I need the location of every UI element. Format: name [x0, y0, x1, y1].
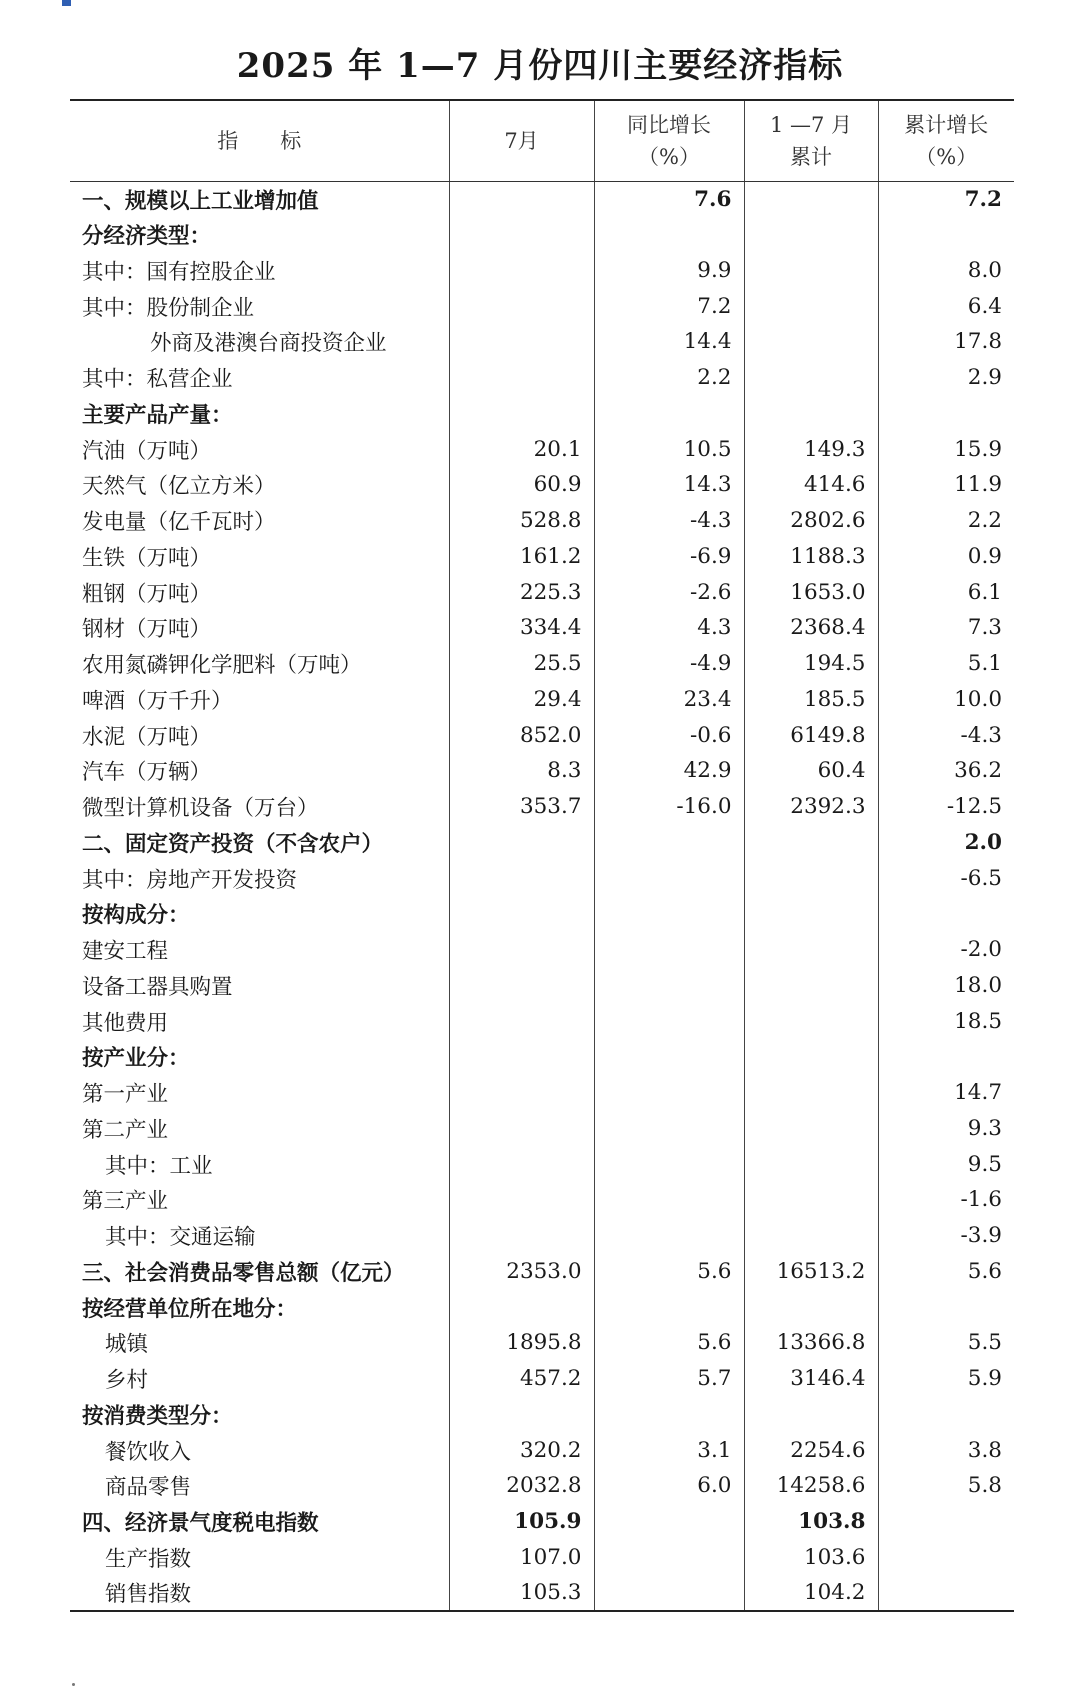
cell-yoy — [594, 1146, 744, 1182]
cell-cum: 3146.4 — [744, 1361, 878, 1397]
table-row — [70, 753, 1014, 789]
cell-cumgrowth: 10.0 — [878, 682, 1014, 718]
table-row — [70, 1504, 1014, 1540]
cell-yoy: 7.6 — [594, 181, 744, 217]
cell-month: 225.3 — [449, 574, 594, 610]
table-row — [70, 324, 1014, 360]
cell-yoy — [594, 1075, 744, 1111]
table-row — [70, 1289, 1014, 1325]
cell-cumgrowth: 18.5 — [878, 1003, 1014, 1039]
row-label: 外商及港澳台商投资企业 — [150, 331, 387, 357]
row-label: 二、固定资产投资（不含农户） — [82, 831, 384, 857]
table-row — [70, 396, 1014, 432]
cell-cum — [744, 1218, 878, 1254]
cell-cumgrowth: 7.3 — [878, 610, 1014, 646]
row-label: 三、社会消费品零售总额（亿元） — [82, 1260, 405, 1286]
corner-accent-mark — [62, 0, 71, 6]
cell-cum: 104.2 — [744, 1575, 878, 1611]
cell-yoy: 7.2 — [594, 288, 744, 324]
row-label: 粗钢（万吨） — [82, 581, 212, 607]
row-label: 一、规模以上工业增加值 — [82, 188, 319, 214]
cell-yoy: -0.6 — [594, 717, 744, 753]
row-label: 设备工器具购置 — [82, 974, 233, 1000]
row-label: 按构成分： — [82, 903, 190, 929]
row-label: 汽车（万辆） — [82, 760, 212, 786]
cell-month: 320.2 — [449, 1432, 594, 1468]
table-row — [70, 860, 1014, 896]
table-row — [70, 360, 1014, 396]
cell-cum — [744, 1075, 878, 1111]
header-cumulative-growth: 累计增长 （%） — [878, 100, 1014, 181]
cell-month: 161.2 — [449, 539, 594, 575]
row-label: 按消费类型分： — [82, 1403, 233, 1429]
cell-month — [449, 396, 594, 432]
row-label: 生产指数 — [105, 1546, 192, 1572]
cell-cum: 2802.6 — [744, 503, 878, 539]
row-label: 餐饮收入 — [105, 1439, 192, 1465]
cell-cumgrowth: -6.5 — [878, 860, 1014, 896]
cell-yoy: 4.3 — [594, 610, 744, 646]
cell-cum — [744, 217, 878, 253]
cell-cumgrowth: -12.5 — [878, 789, 1014, 825]
table-row — [70, 288, 1014, 324]
table-row — [70, 789, 1014, 825]
cell-cumgrowth: 5.1 — [878, 646, 1014, 682]
cell-cum — [744, 860, 878, 896]
header-yoy-growth: 同比增长 （%） — [594, 100, 744, 181]
row-label: 其中：交通运输 — [105, 1225, 256, 1251]
cell-month — [449, 1146, 594, 1182]
table-row — [70, 1397, 1014, 1433]
cell-month — [449, 217, 594, 253]
table-row — [70, 896, 1014, 932]
row-label: 钢材（万吨） — [82, 617, 212, 643]
cell-cumgrowth: -3.9 — [878, 1218, 1014, 1254]
row-label: 分经济类型： — [82, 224, 212, 250]
cell-yoy — [594, 1111, 744, 1147]
cell-yoy — [594, 1504, 744, 1540]
row-label: 水泥（万吨） — [82, 724, 212, 750]
cell-cumgrowth: 2.2 — [878, 503, 1014, 539]
cell-yoy: 5.7 — [594, 1361, 744, 1397]
cell-month: 29.4 — [449, 682, 594, 718]
cell-cum: 6149.8 — [744, 717, 878, 753]
cell-cum: 194.5 — [744, 646, 878, 682]
cell-month: 353.7 — [449, 789, 594, 825]
row-label: 第三产业 — [82, 1189, 169, 1215]
table-row — [70, 431, 1014, 467]
cell-cum: 14258.6 — [744, 1468, 878, 1504]
table-row — [70, 1111, 1014, 1147]
indicator-table — [70, 99, 1014, 1612]
cell-yoy: 9.9 — [594, 253, 744, 289]
cell-cumgrowth: 9.3 — [878, 1111, 1014, 1147]
cell-cumgrowth — [878, 1504, 1014, 1540]
cell-month — [449, 896, 594, 932]
cell-cumgrowth — [878, 396, 1014, 432]
table-row — [70, 253, 1014, 289]
cell-month — [449, 181, 594, 217]
table-row — [70, 1182, 1014, 1218]
cell-cumgrowth: 9.5 — [878, 1146, 1014, 1182]
cell-cumgrowth: 0.9 — [878, 539, 1014, 575]
cell-cumgrowth — [878, 1289, 1014, 1325]
cell-month — [449, 1039, 594, 1075]
cell-cumgrowth — [878, 1540, 1014, 1576]
cell-cum — [744, 253, 878, 289]
table-row — [70, 467, 1014, 503]
cell-month — [449, 1218, 594, 1254]
cell-month: 107.0 — [449, 1540, 594, 1576]
row-label: 按经营单位所在地分： — [82, 1296, 298, 1322]
cell-cum: 2392.3 — [744, 789, 878, 825]
cell-cum — [744, 1397, 878, 1433]
cell-month — [449, 253, 594, 289]
cell-month: 2032.8 — [449, 1468, 594, 1504]
table-row — [70, 1432, 1014, 1468]
table-row — [70, 968, 1014, 1004]
cell-month: 8.3 — [449, 753, 594, 789]
cell-yoy — [594, 860, 744, 896]
cell-yoy — [594, 1289, 744, 1325]
row-label: 微型计算机设备（万台） — [82, 796, 319, 822]
cell-cumgrowth: 8.0 — [878, 253, 1014, 289]
cell-cum — [744, 324, 878, 360]
cell-cum — [744, 1111, 878, 1147]
row-label: 第一产业 — [82, 1082, 169, 1108]
cell-cumgrowth — [878, 896, 1014, 932]
cell-yoy: -4.3 — [594, 503, 744, 539]
cell-yoy: 10.5 — [594, 431, 744, 467]
cell-cumgrowth: 5.9 — [878, 1361, 1014, 1397]
footer-dot — [72, 1683, 75, 1686]
cell-cumgrowth: 17.8 — [878, 324, 1014, 360]
header-cumulative: 1 —7 月 累计 — [744, 100, 878, 181]
table-row — [70, 717, 1014, 753]
cell-yoy: 2.2 — [594, 360, 744, 396]
table-header — [70, 100, 1014, 181]
cell-cum — [744, 968, 878, 1004]
cell-month: 528.8 — [449, 503, 594, 539]
table-row — [70, 646, 1014, 682]
row-label: 生铁（万吨） — [82, 545, 212, 571]
cell-cumgrowth: 5.6 — [878, 1254, 1014, 1290]
table-row — [70, 539, 1014, 575]
cell-cumgrowth: 2.9 — [878, 360, 1014, 396]
cell-yoy — [594, 1003, 744, 1039]
row-label: 发电量（亿千瓦时） — [82, 510, 276, 536]
cell-yoy: 23.4 — [594, 682, 744, 718]
cell-cumgrowth: 7.2 — [878, 181, 1014, 217]
row-label: 天然气（亿立方米） — [82, 474, 276, 500]
cell-month: 457.2 — [449, 1361, 594, 1397]
row-label: 城镇 — [105, 1332, 149, 1358]
table-row — [70, 217, 1014, 253]
cell-yoy: 3.1 — [594, 1432, 744, 1468]
cell-month: 20.1 — [449, 431, 594, 467]
cell-yoy: 6.0 — [594, 1468, 744, 1504]
cell-month: 852.0 — [449, 717, 594, 753]
row-label: 建安工程 — [82, 939, 169, 965]
table-row — [70, 503, 1014, 539]
cell-cum — [744, 396, 878, 432]
cell-yoy — [594, 1218, 744, 1254]
cell-cumgrowth: -1.6 — [878, 1182, 1014, 1218]
table-row — [70, 932, 1014, 968]
cell-yoy — [594, 396, 744, 432]
cell-yoy: -16.0 — [594, 789, 744, 825]
cell-yoy — [594, 1182, 744, 1218]
cell-yoy — [594, 825, 744, 861]
table-row — [70, 682, 1014, 718]
cell-month: 334.4 — [449, 610, 594, 646]
cell-month — [449, 932, 594, 968]
cell-month — [449, 825, 594, 861]
cell-cumgrowth — [878, 1397, 1014, 1433]
row-label: 四、经济景气度税电指数 — [82, 1511, 319, 1537]
table-row — [70, 610, 1014, 646]
cell-cum — [744, 1289, 878, 1325]
cell-yoy: -4.9 — [594, 646, 744, 682]
table-row — [70, 825, 1014, 861]
cell-cumgrowth: 15.9 — [878, 431, 1014, 467]
cell-yoy — [594, 932, 744, 968]
cell-yoy: 14.3 — [594, 467, 744, 503]
cell-cumgrowth — [878, 217, 1014, 253]
cell-cum — [744, 1039, 878, 1075]
row-label: 销售指数 — [70, 1575, 449, 1611]
table-row — [70, 1039, 1014, 1075]
cell-month — [449, 1289, 594, 1325]
cell-yoy: 42.9 — [594, 753, 744, 789]
cell-cumgrowth: 36.2 — [878, 753, 1014, 789]
cell-yoy — [594, 1039, 744, 1075]
cell-yoy: 5.6 — [594, 1254, 744, 1290]
cell-cum — [744, 896, 878, 932]
row-label: 主要产品产量： — [82, 402, 233, 428]
cell-cumgrowth: 6.1 — [878, 574, 1014, 610]
cell-cumgrowth — [878, 1575, 1014, 1611]
row-label: 其中：私营企业 — [82, 367, 233, 393]
row-label: 啤酒（万千升） — [82, 688, 233, 714]
cell-yoy — [594, 1575, 744, 1611]
cell-cumgrowth: -2.0 — [878, 932, 1014, 968]
cell-month: 105.3 — [449, 1575, 594, 1611]
row-label: 其中：国有控股企业 — [82, 259, 276, 285]
cell-month: 1895.8 — [449, 1325, 594, 1361]
table-row — [70, 574, 1014, 610]
cell-month — [449, 288, 594, 324]
cell-cum: 1188.3 — [744, 539, 878, 575]
cell-yoy — [594, 217, 744, 253]
cell-yoy — [594, 1397, 744, 1433]
cell-cum: 13366.8 — [744, 1325, 878, 1361]
cell-cum — [744, 360, 878, 396]
cell-cum — [744, 1003, 878, 1039]
cell-month: 25.5 — [449, 646, 594, 682]
row-label: 其中：房地产开发投资 — [82, 867, 298, 893]
table-row — [70, 1540, 1014, 1576]
row-label: 汽油（万吨） — [82, 438, 212, 464]
cell-cum — [744, 825, 878, 861]
cell-month — [449, 1003, 594, 1039]
cell-cumgrowth — [878, 1039, 1014, 1075]
cell-month — [449, 360, 594, 396]
table-body — [70, 181, 1014, 1611]
cell-cumgrowth: -4.3 — [878, 717, 1014, 753]
row-label: 第二产业 — [82, 1117, 169, 1143]
cell-month: 2353.0 — [449, 1254, 594, 1290]
cell-cum — [744, 181, 878, 217]
cell-yoy: 14.4 — [594, 324, 744, 360]
row-label: 商品零售 — [105, 1475, 192, 1501]
cell-yoy — [594, 896, 744, 932]
indicator-table-container — [70, 99, 1014, 1612]
cell-cum: 1653.0 — [744, 574, 878, 610]
table-row — [70, 1575, 1014, 1611]
cell-month — [449, 860, 594, 896]
cell-cumgrowth: 18.0 — [878, 968, 1014, 1004]
cell-month — [449, 1182, 594, 1218]
cell-cum — [744, 932, 878, 968]
cell-yoy: -6.9 — [594, 539, 744, 575]
cell-cum: 2368.4 — [744, 610, 878, 646]
cell-month — [449, 1397, 594, 1433]
cell-cum — [744, 1182, 878, 1218]
header-indicator: 指 标 — [70, 100, 449, 181]
table-row — [70, 1146, 1014, 1182]
cell-cum: 414.6 — [744, 467, 878, 503]
page-title: 2025 年 1—7 月份四川主要经济指标 — [236, 46, 844, 86]
table-row — [70, 181, 1014, 217]
cell-cumgrowth: 5.5 — [878, 1325, 1014, 1361]
row-label: 按产业分： — [82, 1046, 190, 1072]
table-row — [70, 1361, 1014, 1397]
row-label: 农用氮磷钾化学肥料（万吨） — [82, 653, 362, 679]
cell-yoy: -2.6 — [594, 574, 744, 610]
table-row — [70, 1003, 1014, 1039]
cell-yoy: 5.6 — [594, 1325, 744, 1361]
cell-month — [449, 324, 594, 360]
row-label: 其中：工业 — [105, 1153, 213, 1179]
cell-cumgrowth: 6.4 — [878, 288, 1014, 324]
cell-cumgrowth: 14.7 — [878, 1075, 1014, 1111]
cell-cum: 16513.2 — [744, 1254, 878, 1290]
cell-cum: 103.6 — [744, 1540, 878, 1576]
cell-cumgrowth: 5.8 — [878, 1468, 1014, 1504]
row-label: 其他费用 — [82, 1010, 169, 1036]
cell-month — [449, 1111, 594, 1147]
cell-cum: 2254.6 — [744, 1432, 878, 1468]
cell-cumgrowth: 3.8 — [878, 1432, 1014, 1468]
cell-cum: 149.3 — [744, 431, 878, 467]
cell-cum: 185.5 — [744, 682, 878, 718]
cell-yoy — [594, 968, 744, 1004]
cell-month: 105.9 — [449, 1504, 594, 1540]
row-label: 乡村 — [105, 1368, 149, 1394]
cell-cumgrowth: 2.0 — [878, 825, 1014, 861]
table-row — [70, 1218, 1014, 1254]
table-row — [70, 1468, 1014, 1504]
row-label: 其中：股份制企业 — [82, 295, 255, 321]
table-row — [70, 1075, 1014, 1111]
cell-cum — [744, 288, 878, 324]
cell-month: 60.9 — [449, 467, 594, 503]
cell-cum — [744, 1146, 878, 1182]
cell-yoy — [594, 1540, 744, 1576]
cell-cum: 60.4 — [744, 753, 878, 789]
table-row — [70, 1325, 1014, 1361]
cell-month — [449, 1075, 594, 1111]
cell-cum: 103.8 — [744, 1504, 878, 1540]
table-row — [70, 1254, 1014, 1290]
cell-month — [449, 968, 594, 1004]
cell-cumgrowth: 11.9 — [878, 467, 1014, 503]
header-month: 7月 — [449, 100, 594, 181]
